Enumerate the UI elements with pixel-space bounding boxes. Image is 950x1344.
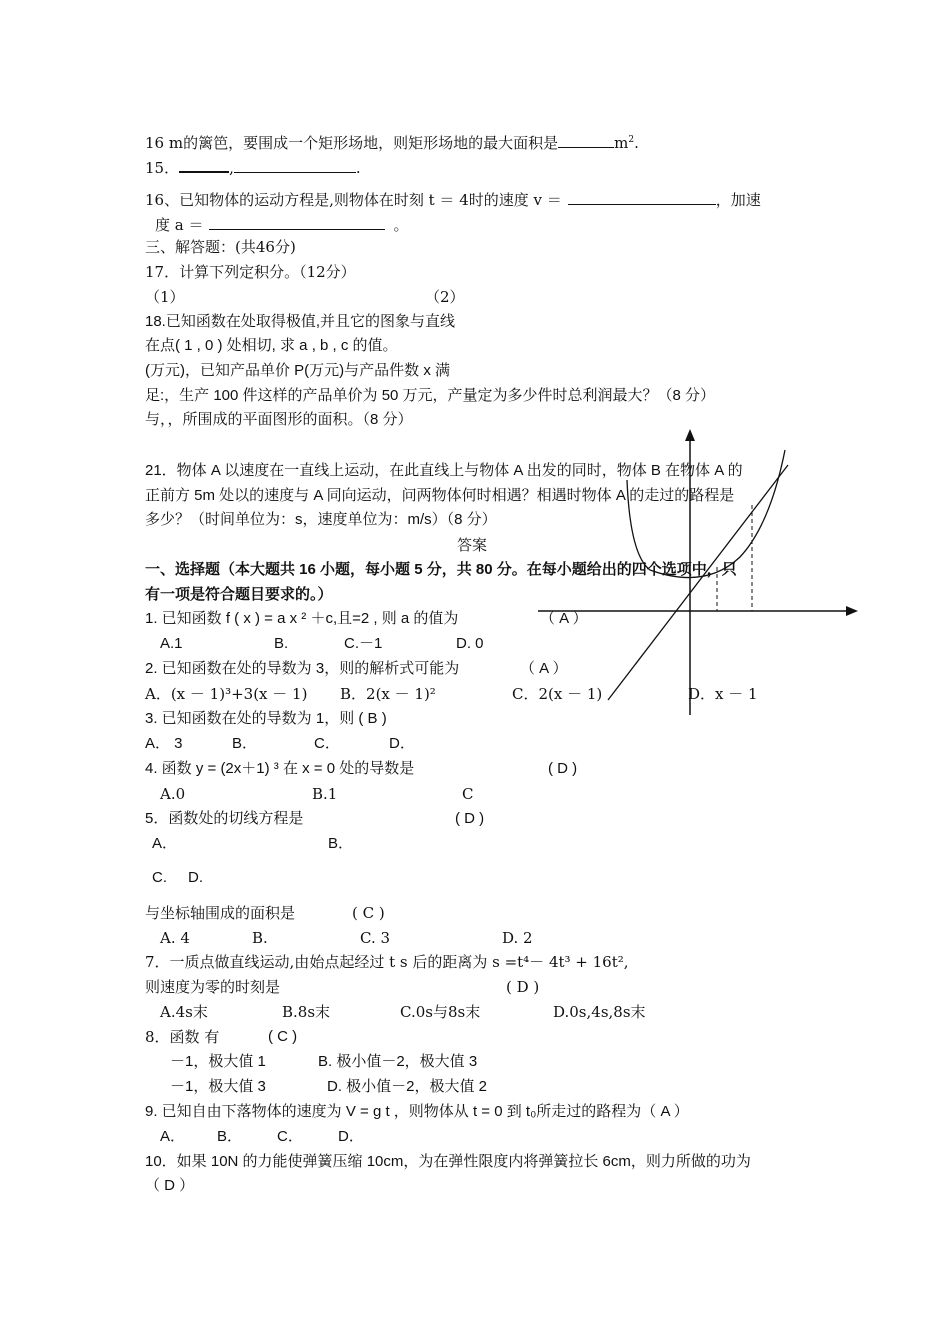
a7-option-b: B.8s末 <box>282 1003 331 1021</box>
q14-text: 16 m的篱笆，要围成一个矩形场地，则矩形场地的最大面积是 <box>145 134 559 152</box>
a2-option-d: D．x － 1 <box>688 685 758 703</box>
a9-option-c: C． <box>277 1128 303 1145</box>
a4-answer: ( D ) <box>548 760 578 777</box>
q19-line-1: (万元)，已知产品单价 P(万元)与产品件数 x 满 <box>145 362 450 379</box>
a3-option-d: D． <box>389 735 415 752</box>
q16-line2-text: 度 a ＝ <box>155 216 204 234</box>
a4-option-b: B.1 <box>312 785 338 803</box>
a8-option-d: D. 极小值－2，极大值 2 <box>327 1078 488 1095</box>
q14-unit: m <box>614 134 629 152</box>
q14-unit-exp: 2 <box>628 135 635 145</box>
q14-blank <box>558 131 614 148</box>
a5-question: 5．函数处的切线方程是 <box>145 810 304 827</box>
a7-option-d: D.0s,4s,8s末 <box>553 1003 646 1021</box>
a7-line-1: 7．一质点做直线运动,由始点起经过 t s 后的距离为 s =t⁴－ 4t³ + 16t², <box>145 953 629 971</box>
a3-option-c: C． <box>314 735 340 752</box>
a5-option-d: D. <box>188 869 203 886</box>
a5-option-b: B． <box>328 835 354 852</box>
q17-text: 17．计算下列定积分。（12分） <box>145 263 356 281</box>
a9-option-b: B． <box>217 1128 243 1145</box>
a6-option-b: B. <box>252 929 268 947</box>
a8-option-a: －1，极大值 1 <box>170 1053 266 1070</box>
a6-answer: ( C ) <box>352 904 385 922</box>
a7-option-c: C.0s与8s末 <box>400 1003 481 1021</box>
q16-tail: ，加速 <box>715 191 761 209</box>
a1-option-c: C.－1 <box>344 635 383 652</box>
a8-option-b: B. 极小值－2，极大值 3 <box>318 1053 478 1070</box>
q14-line <box>145 130 639 153</box>
q16-end: 。 <box>393 216 409 234</box>
section-3-title: 三、解答题：(共46分) <box>145 238 296 256</box>
a1-option-b: B. <box>274 635 289 652</box>
section-1-line-2: 有一项是符合题目要求的。） <box>145 586 333 603</box>
a9-option-a: A． <box>160 1128 186 1145</box>
q15-blank-1 <box>179 155 229 173</box>
a7-line-2: 则速度为零的时刻是 <box>145 978 281 996</box>
a8-question: 8．函数 有 <box>145 1028 220 1046</box>
a6-question: 与坐标轴围成的面积是 <box>145 904 296 922</box>
a2-option-a: A．(x － 1)³+3(x － 1) <box>145 685 308 703</box>
q21-line-3: 多少？（时间单位为：s，速度单位为：m/s）（8 分） <box>145 511 497 528</box>
q16-line-2 <box>155 213 409 235</box>
q16-text: 16、已知物体的运动方程是,则物体在时刻 t ＝ 4时的速度 v ＝ <box>145 191 562 209</box>
q15-num: 15． <box>145 159 180 177</box>
a3-option-a: A． 3 <box>145 735 183 752</box>
q15-blank-2 <box>234 156 356 173</box>
q20-text: 与，，所围成的平面图形的面积。（8 分） <box>145 411 413 428</box>
a4-option-a: A.0 <box>160 785 186 803</box>
q14-end: . <box>634 134 639 152</box>
a10-line-2: （ D ） <box>145 1177 195 1194</box>
q17-part-1: （1） <box>145 288 185 306</box>
q17-part-2: （2） <box>425 288 465 306</box>
answer-title: 答案 <box>457 536 488 554</box>
a1-question: 1. 已知函数 f ( x ) = a x ² ＋c,且=2 , 则 a 的值为 <box>145 610 459 627</box>
a6-option-c: C. 3 <box>360 929 391 947</box>
a3-question: 3. 已知函数在处的导数为 1，则 ( B ) <box>145 710 387 727</box>
q15-line <box>145 155 361 178</box>
a4-option-c: C <box>462 785 474 803</box>
a5-option-c: C. <box>152 869 167 886</box>
a2-answer: （ A ） <box>520 660 568 677</box>
a1-answer: （ A ） <box>540 610 588 627</box>
q15-sep: , <box>229 159 234 177</box>
q18-line-2: 在点( 1 , 0 ) 处相切, 求 a , b , c 的值。 <box>145 337 398 354</box>
a5-answer: ( D ) <box>455 810 485 827</box>
a5-option-a: A． <box>152 835 178 852</box>
a3-option-b: B． <box>232 735 258 752</box>
a2-option-b: B．2(x － 1)² <box>340 685 436 703</box>
q16-blank-1 <box>568 188 716 205</box>
a7-option-a: A.4s末 <box>160 1003 208 1021</box>
a4-question: 4. 函数 y = (2x＋1) ³ 在 x = 0 处的导数是 <box>145 760 415 777</box>
a8-answer: ( C ) <box>268 1028 298 1045</box>
x-axis-arrow <box>846 606 858 616</box>
a1-option-d: D. 0 <box>456 635 484 652</box>
q16-line-1 <box>145 188 761 210</box>
q16-blank-2 <box>209 213 385 230</box>
a1-option-a: A.1 <box>160 635 183 652</box>
section-1-line-1: 一、选择题（本大题共 16 小题，每小题 5 分，共 80 分。在每小题给出的四个选项中，只 <box>145 561 737 578</box>
q15-end: . <box>355 159 361 177</box>
y-axis-arrow <box>685 429 695 441</box>
a8-option-c: －1，极大值 3 <box>170 1078 266 1095</box>
q19-line-2: 足:，生产 100 件这样的产品单价为 50 万元，产量定为多少件时总利润最大？（8 分） <box>145 387 716 404</box>
a2-question: 2. 已知函数在处的导数为 3，则的解析式可能为 <box>145 660 460 677</box>
q21-line-2: 正前方 5m 处以的速度与 A 同向运动，问两物体何时相遇？相遇时物体 A 的走过的路程是 <box>145 487 735 504</box>
a9-question: 9. 已知自由下落物体的速度为 V = g t ，则物体从 t = 0 到 t₀所走过的路程为（ A ） <box>145 1103 689 1120</box>
a10-line-1: 10．如果 10N 的力能使弹簧压缩 10cm，为在弹性限度内将弹簧拉长 6cm，则力所做的功为 <box>145 1153 751 1170</box>
a7-answer: ( D ) <box>506 978 540 996</box>
q18-line-1: 18.已知函数在处取得极值,并且它的图象与直线 <box>145 313 456 330</box>
a9-option-d: D． <box>338 1128 364 1145</box>
a6-option-d: D. 2 <box>502 929 533 947</box>
a2-option-c: C．2(x － 1) <box>512 685 603 703</box>
q21-line-1: 21．物体 A 以速度在一直线上运动，在此直线上与物体 A 出发的同时，物体 B 在物体 A 的 <box>145 462 743 479</box>
a6-option-a: A. 4 <box>160 929 190 947</box>
